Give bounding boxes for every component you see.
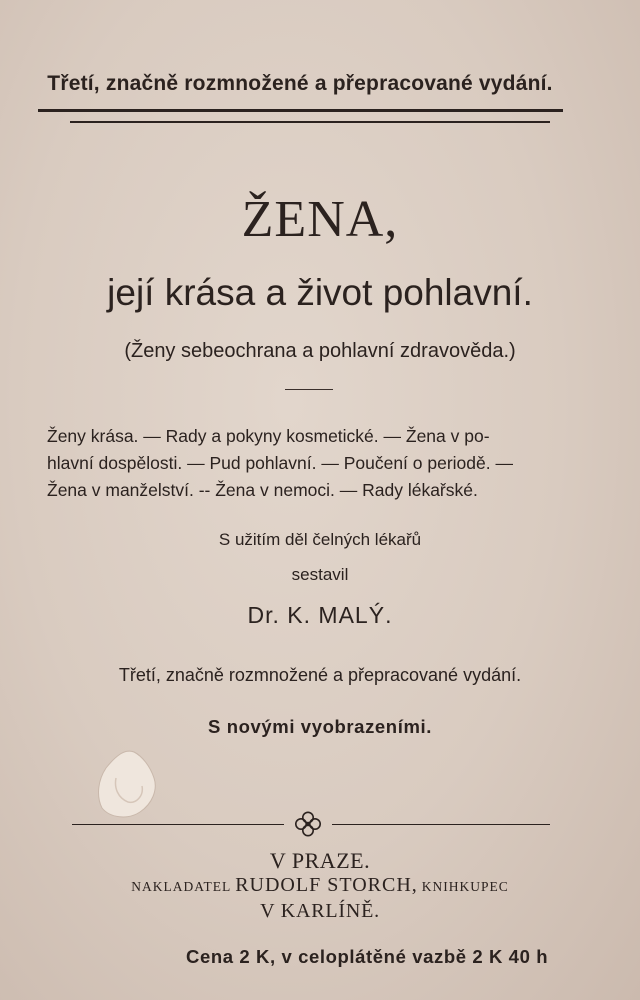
contents-line: hlavní dospělosti. — Pud pohlavní. — Poučení o periodě. — (47, 453, 513, 473)
publisher-name: RUDOLF STORCH, (235, 874, 418, 896)
author-name: Dr. K. MALÝ. (247, 602, 393, 628)
price-line: Cena 2 K, v celoplátěné vazbě 2 K 40 h (186, 946, 549, 967)
imprint-place: V KARLÍNĚ. (260, 900, 380, 922)
book-subsubtitle: (Ženy sebeochrana a pohlavní zdravověda.) (124, 340, 516, 362)
sources-note: S užitím děl čelných lékařů (218, 530, 422, 549)
book-subtitle: její krása a život pohlavní. (107, 272, 533, 313)
book-title: ŽENA, (241, 191, 399, 248)
publisher-suffix: KNIHKUPEC (421, 879, 509, 894)
short-divider (285, 389, 333, 390)
imprint-city: V PRAZE. (269, 848, 371, 873)
top-thin-rule (70, 121, 550, 123)
paper-tear-mark (88, 738, 168, 822)
quatrefoil-ornament-icon (292, 810, 324, 838)
contents-line: Ženy krása. — Rady a pokyny kosmetické. — Žena v po- (47, 426, 490, 446)
contents-summary (47, 423, 567, 504)
ornament-rule-right (332, 824, 550, 825)
top-edition-note: Třetí, značně rozmnožené a přepracované vydání. (47, 72, 553, 95)
contents-line: Žena v manželství. -- Žena v nemoci. — Rady lékařské. (47, 480, 478, 500)
edition-note: Třetí, značně rozmnožené a přepracované vydání. (118, 665, 522, 685)
imprint-publisher (0, 874, 640, 897)
compiled-by: sestavil (291, 565, 349, 584)
illustrations-note: S novými vyobrazeními. (208, 716, 432, 737)
ornament-rule-left (72, 824, 284, 825)
publisher-prefix: NAKLADATEL (131, 879, 232, 894)
top-thick-rule (38, 109, 563, 112)
